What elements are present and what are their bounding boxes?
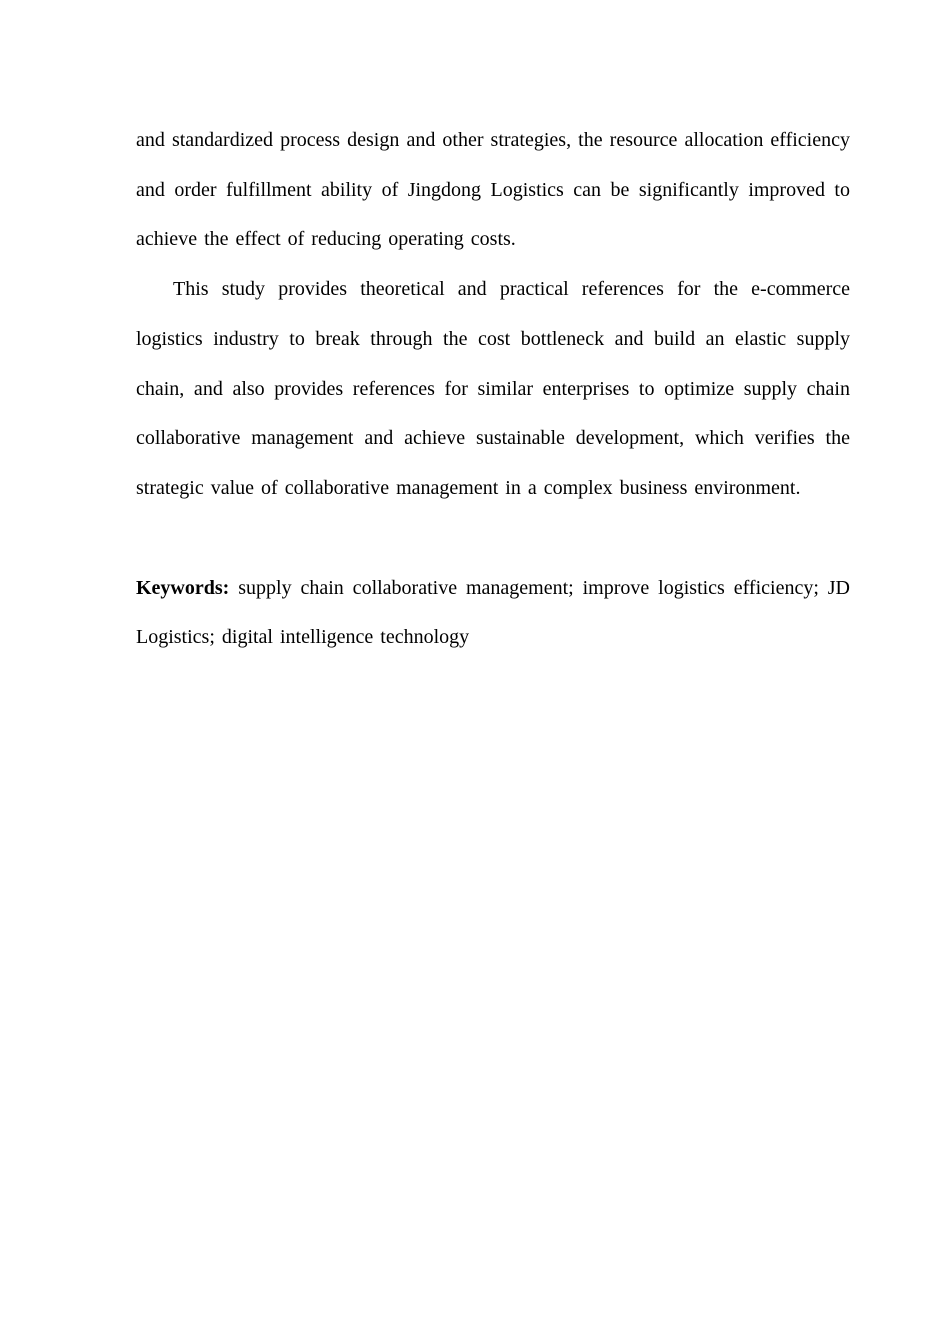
body-paragraph-study-summary: This study provides theoretical and practical references for the e-commerce logistics industry to break through the cost bottleneck and build an elastic supply chain, and also provides references for similar enterprises to optimize supply chain collaborative management and achieve sustainable development, which verifies the strategic value of collaborative management in a complex business environment. — [136, 278, 850, 499]
keywords-line — [136, 564, 850, 663]
keywords-text: supply chain collaborative management; improve logistics efficiency; JD Logistics; digital intelligence technology — [136, 576, 850, 649]
body-paragraph-continuation: and standardized process design and other strategies, the resource allocation efficiency and order fulfillment ability of Jingdong Logistics can be significantly improved to achieve the effect of reducing operating costs. — [136, 129, 850, 251]
document-page — [136, 116, 850, 663]
keywords-label: Keywords: — [136, 576, 230, 599]
